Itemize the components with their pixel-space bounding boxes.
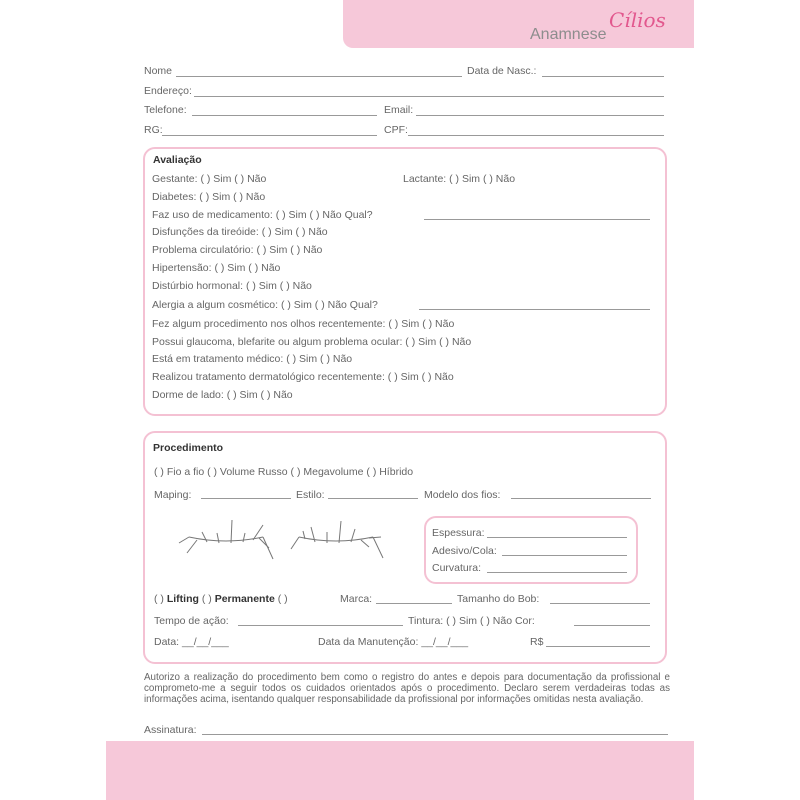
curvatura-field-line[interactable] (487, 572, 627, 573)
right-lash-1 (291, 537, 299, 549)
right-lash-9 (373, 537, 383, 558)
permanente-checkbox[interactable]: ( ) (201, 593, 212, 605)
lifting-checkbox[interactable]: ( ) (154, 593, 164, 605)
consent-text: Autorizo a realização do procedimento bem como o registro do antes e depois para documentação da profissional e comprometo-me a seguir todos os cuidados orientados após o procedimento. Declaro serem verdadeiras todas as informações acima, isentando qualquer responsabilidade da profissional por informações omitidas nesta avaliação. (144, 672, 670, 705)
price-field-line[interactable] (546, 646, 650, 647)
left-lash-9 (263, 537, 273, 559)
question-tireoide[interactable]: Disfunções da tireóide: ( ) Sim ( ) Não (152, 226, 328, 238)
estilo-field-line[interactable] (328, 498, 418, 499)
left-lash-4 (217, 533, 219, 543)
cpf-field-line[interactable] (408, 135, 664, 136)
tempo-acao-label: Tempo de ação: (154, 615, 229, 627)
adesivo-field-line[interactable] (502, 555, 627, 556)
signature-field-line[interactable] (202, 734, 668, 735)
birth-date-field-line[interactable] (542, 76, 664, 77)
lifting-permanente-row[interactable] (154, 593, 288, 605)
cpf-label: CPF: (384, 124, 408, 136)
avaliacao-title: Avaliação (153, 154, 202, 166)
right-lash-5 (339, 521, 341, 543)
footer-band (106, 741, 694, 800)
procedimento-title: Procedimento (153, 442, 224, 454)
left-lash-6 (243, 533, 245, 542)
modelo-fios-label: Modelo dos fios: (424, 489, 501, 501)
maping-label: Maping: (154, 489, 192, 501)
anamnese-form-page (106, 0, 694, 800)
signature-label: Assinatura: (144, 724, 197, 736)
maping-field-line[interactable] (201, 498, 291, 499)
medicamento-qual-line[interactable] (424, 219, 650, 220)
lash-map-diagram (171, 515, 411, 570)
question-hipertensao[interactable]: Hipertensão: ( ) Sim ( ) Não (152, 262, 281, 274)
rg-field-line[interactable] (162, 135, 377, 136)
right-lash-7 (361, 540, 369, 547)
name-label: Nome (144, 65, 173, 77)
data-label[interactable]: Data: __/__/___ (154, 636, 229, 648)
manutencao-date-label[interactable]: Data da Manutenção: __/__/___ (318, 636, 469, 648)
tintura-label[interactable]: Tintura: ( ) Sim ( ) Não Cor: (408, 615, 535, 627)
birth-date-label: Data de Nasc.: (467, 65, 537, 77)
question-alergia[interactable]: Alergia a algum cosmético: ( ) Sim ( ) Não Qual? (152, 299, 378, 311)
espessura-field-line[interactable] (487, 537, 627, 538)
question-hormonal[interactable]: Distúrbio hormonal: ( ) Sim ( ) Não (152, 280, 312, 292)
question-tratamento-medico[interactable]: Está em tratamento médico: ( ) Sim ( ) Não (152, 353, 353, 365)
marca-label: Marca: (340, 593, 373, 605)
address-label: Endereço: (144, 85, 192, 97)
left-eye-lash-line (189, 537, 263, 541)
bob-size-label: Tamanho do Bob: (457, 593, 540, 605)
left-lash-2 (187, 540, 197, 553)
left-lash-5 (231, 520, 232, 543)
question-glaucoma[interactable]: Possui glaucoma, blefarite ou algum problema ocular: ( ) Sim ( ) Não (152, 336, 472, 348)
email-field-line[interactable] (416, 115, 664, 116)
question-lactante[interactable]: Lactante: ( ) Sim ( ) Não (403, 173, 516, 185)
name-field-line[interactable] (176, 76, 462, 77)
left-lash-1 (179, 537, 189, 543)
document-title: Anamnese (530, 26, 607, 43)
question-gestante[interactable]: Gestante: ( ) Sim ( ) Não (152, 173, 267, 185)
email-label: Email: (384, 104, 414, 116)
modelo-fios-field-line[interactable] (511, 498, 651, 499)
curvatura-label: Curvatura: (432, 562, 482, 574)
espessura-label: Espessura: (432, 527, 485, 539)
marca-field-line[interactable] (376, 603, 452, 604)
question-procedimento-olhos[interactable]: Fez algum procedimento nos olhos recentemente: ( ) Sim ( ) Não (152, 318, 455, 330)
phone-label: Telefone: (144, 104, 187, 116)
tempo-acao-field-line[interactable] (238, 625, 403, 626)
tintura-cor-field-line[interactable] (574, 625, 650, 626)
bob-size-field-line[interactable] (550, 603, 650, 604)
price-label: R$ (530, 636, 544, 648)
question-dermatologico[interactable]: Realizou tratamento dermatológico recentemente: ( ) Sim ( ) Não (152, 371, 454, 383)
address-field-line[interactable] (194, 96, 664, 97)
phone-field-line[interactable] (192, 115, 377, 116)
left-lash-3 (202, 532, 207, 542)
alergia-qual-line[interactable] (419, 309, 650, 310)
question-dorme-lado[interactable]: Dorme de lado: ( ) Sim ( ) Não (152, 389, 293, 401)
lifting-label: Lifting (166, 593, 199, 605)
question-medicamento[interactable]: Faz uso de medicamento: ( ) Sim ( ) Não Qual? (152, 209, 373, 221)
estilo-label: Estilo: (296, 489, 325, 501)
question-circulatorio[interactable]: Problema circulatório: ( ) Sim ( ) Não (152, 244, 323, 256)
procedure-type-options[interactable]: ( ) Fio a fio ( ) Volume Russo ( ) Megavolume ( ) Híbrido (154, 466, 414, 478)
adesivo-label: Adesivo/Cola: (432, 545, 497, 557)
brand-logo-text: Cílios (609, 8, 666, 32)
question-diabetes[interactable]: Diabetes: ( ) Sim ( ) Não (152, 191, 266, 203)
rg-label: RG: (144, 124, 163, 136)
permanente-label: Permanente (214, 593, 275, 605)
permanente-extra-checkbox[interactable]: ( ) (277, 593, 288, 605)
